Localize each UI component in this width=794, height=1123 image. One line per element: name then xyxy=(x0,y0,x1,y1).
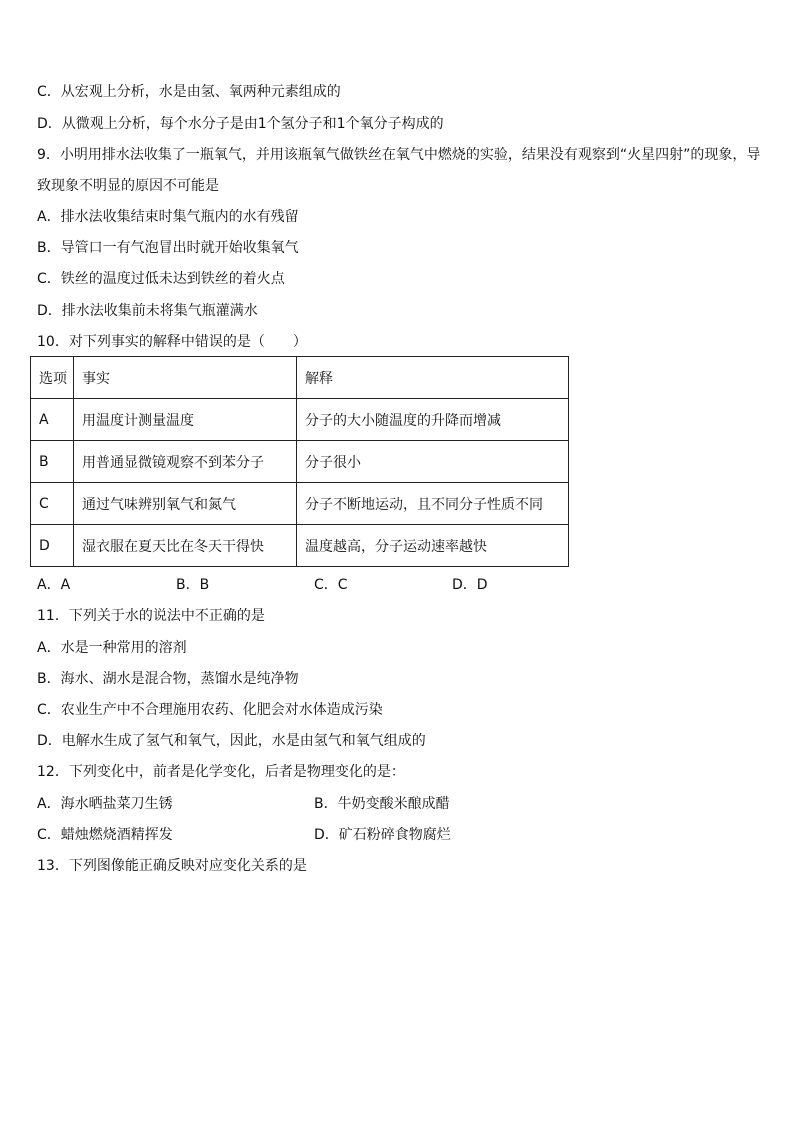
header-option: 选项 xyxy=(31,357,74,399)
q10-table xyxy=(30,356,569,567)
cell-fact: 湿衣服在夏天比在冬天干得快 xyxy=(74,525,297,567)
q9-option-c: C．铁丝的温度过低未达到铁丝的着火点 xyxy=(37,271,285,287)
q10-answer-a: A．A xyxy=(37,577,71,593)
cell-fact: 用温度计测量温度 xyxy=(74,399,297,441)
cell-fact: 用普通显微镜观察不到苯分子 xyxy=(74,441,297,483)
header-explanation: 解释 xyxy=(297,357,569,399)
q12-option-c: C．蜡烛燃烧酒精挥发 xyxy=(37,827,173,843)
q12-stem: 12．下列变化中，前者是化学变化，后者是物理变化的是： xyxy=(37,764,405,780)
table-row xyxy=(31,483,569,525)
q8-option-c: C．从宏观上分析，水是由氢、氧两种元素组成的 xyxy=(37,84,341,100)
cell-option: B xyxy=(31,441,74,483)
cell-fact: 通过气味辨别氧气和氮气 xyxy=(74,483,297,525)
cell-explanation: 分子的大小随温度的升降而增减 xyxy=(297,399,569,441)
q12-option-b: B．牛奶变酸米酿成醋 xyxy=(314,796,450,812)
q10-stem: 10．对下列事实的解释中错误的是（ ） xyxy=(37,334,307,350)
q12-option-a: A．海水晒盐菜刀生锈 xyxy=(37,796,173,812)
q11-option-c: C．农业生产中不合理施用农药、化肥会对水体造成污染 xyxy=(37,702,383,718)
table-row xyxy=(31,441,569,483)
q10-answer-b: B．B xyxy=(176,577,210,593)
cell-option: C xyxy=(31,483,74,525)
q9-stem-line1: 9．小明用排水法收集了一瓶氧气，并用该瓶氧气做铁丝在氧气中燃烧的实验，结果没有观察到“火星四射”的现象，导 xyxy=(37,147,761,163)
table-row xyxy=(31,399,569,441)
header-fact: 事实 xyxy=(74,357,297,399)
q10-answer-d: D．D xyxy=(452,577,488,593)
cell-explanation: 分子很小 xyxy=(297,441,569,483)
cell-option: A xyxy=(31,399,74,441)
q9-option-a: A．排水法收集结束时集气瓶内的水有残留 xyxy=(37,209,299,225)
q9-option-d: D．排水法收集前未将集气瓶灌满水 xyxy=(37,303,258,319)
table-row xyxy=(31,525,569,567)
cell-explanation: 分子不断地运动，且不同分子性质不同 xyxy=(297,483,569,525)
q8-option-d: D．从微观上分析，每个水分子是由1个氢分子和1个氧分子构成的 xyxy=(37,116,444,132)
q11-option-b: B．海水、湖水是混合物，蒸馏水是纯净物 xyxy=(37,671,299,687)
cell-explanation: 温度越高，分子运动速率越快 xyxy=(297,525,569,567)
q13-stem: 13．下列图像能正确反映对应变化关系的是 xyxy=(37,858,307,874)
q11-option-d: D．电解水生成了氢气和氧气，因此，水是由氢气和氧气组成的 xyxy=(37,733,426,749)
table-header-row xyxy=(31,357,569,399)
q9-stem-line2: 致现象不明显的原因不可能是 xyxy=(37,178,219,194)
q11-option-a: A．水是一种常用的溶剂 xyxy=(37,640,187,656)
q12-option-d: D．矿石粉碎食物腐烂 xyxy=(314,827,451,843)
q10-answer-c: C．C xyxy=(314,577,348,593)
cell-option: D xyxy=(31,525,74,567)
q9-option-b: B．导管口一有气泡冒出时就开始收集氧气 xyxy=(37,240,299,256)
q11-stem: 11．下列关于水的说法中不正确的是 xyxy=(37,608,265,624)
